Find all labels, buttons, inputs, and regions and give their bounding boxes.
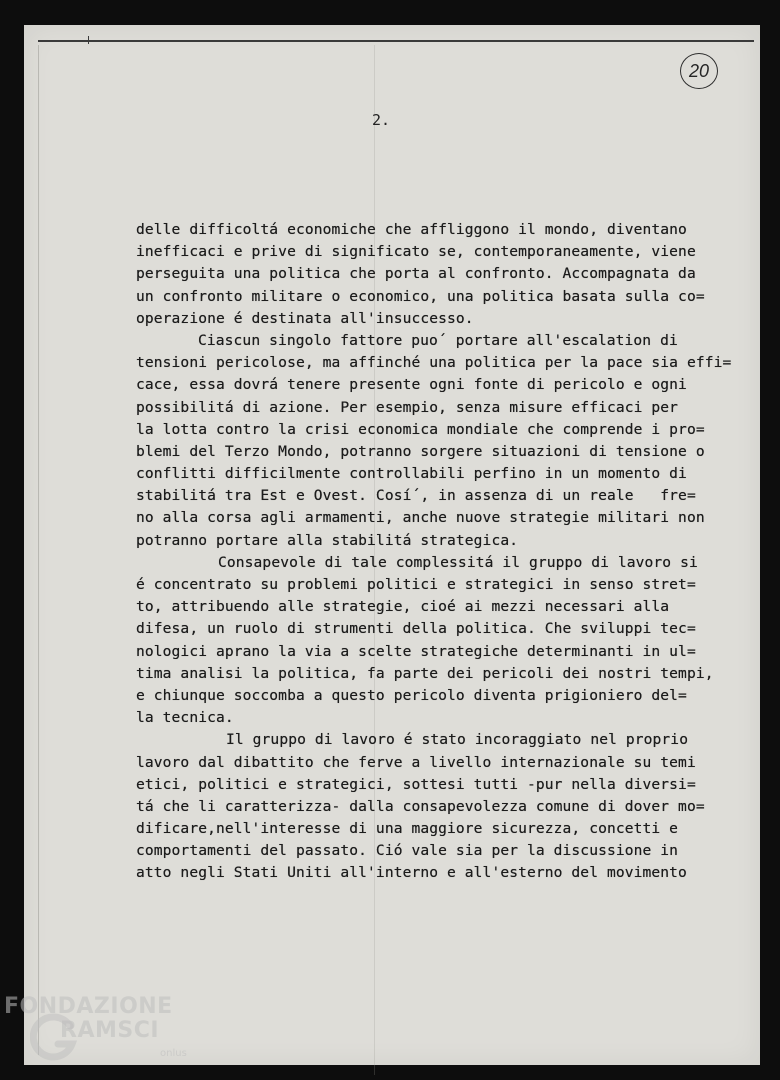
text-line: lavoro dal dibattito che ferve a livello internazionale su temi [136, 753, 696, 771]
text-line: potranno portare alla stabilitá strategica. [136, 531, 519, 549]
watermark-line2: RAMSCI [60, 1018, 160, 1043]
text-line: cace, essa dovrá tenere presente ogni fonte di pericolo e ogni [136, 376, 687, 394]
text-line: e chiunque soccomba a questo pericolo diventa prigioniero del= [136, 686, 687, 704]
text-line: operazione é destinata all'insuccesso. [136, 309, 474, 327]
archive-number-stamp [680, 53, 718, 89]
text-line: la lotta contro la crisi economica mondiale che comprende i pro= [136, 420, 705, 438]
top-rule [38, 40, 754, 42]
text-line: stabilitá tra Est e Ovest. Cosí´, in assenza di un reale fre= [136, 487, 696, 505]
text-line: blemi del Terzo Mondo, potranno sorgere situazioni di tensione o [136, 442, 705, 460]
watermark-line1: FONDAZIONE [4, 994, 173, 1019]
archive-number: 20 [688, 60, 710, 81]
text-line: delle difficoltá economiche che affliggono il mondo, diventano [136, 221, 687, 238]
text-line: Il gruppo di lavoro é stato incoraggiato nel proprio [226, 731, 689, 749]
margin-line [38, 45, 39, 1055]
top-rule-tick [88, 36, 89, 44]
watermark-suffix: onlus [160, 1048, 187, 1059]
text-line: Ciascun singolo fattore puo´ portare all'escalation di [198, 331, 678, 349]
document-page [24, 25, 760, 1065]
page-number: 2. [372, 111, 391, 129]
text-line: la tecnica. [136, 709, 234, 727]
text-line: perseguita una politica che porta al confronto. Accompagnata da [136, 265, 696, 283]
text-line: possibilitá di azione. Per esempio, senza misure efficaci per [136, 398, 679, 416]
text-line: un confronto militare o economico, una politica basata sulla co= [136, 287, 705, 305]
text-line: nologici aprano la via a scelte strategiche determinanti in ul= [136, 642, 696, 660]
text-line: atto negli Stati Uniti all'interno e all'esterno del movimento [136, 864, 687, 882]
text-line: tensioni pericolose, ma affinché una politica per la pace sia effi= [136, 354, 732, 372]
text-line: to, attribuendo alle strategie, cioé ai mezzi necessari alla [136, 598, 670, 616]
text-line: tá che li caratterizza- dalla consapevolezza comune di dover mo= [136, 797, 705, 815]
text-line: Consapevole di tale complessitá il gruppo di lavoro si [218, 553, 698, 571]
text-line: inefficaci e prive di significato se, contemporaneamente, viene [136, 243, 696, 261]
text-line: etici, politici e strategici, sottesi tutti -pur nella diversi= [136, 775, 696, 793]
text-line: comportamenti del passato. Ció vale sia per la discussione in [136, 842, 679, 860]
typewritten-text [136, 219, 736, 885]
text-line: é concentrato su problemi politici e strategici in senso stret= [136, 576, 696, 593]
text-line: tima analisi la politica, fa parte dei pericoli dei nostri tempi, [136, 664, 714, 682]
text-line: conflitti difficilmente controllabili perfino in un momento di [136, 465, 687, 483]
text-line: dificare,nell'interesse di una maggiore sicurezza, concetti e [136, 820, 679, 838]
fondazione-gramsci-watermark [4, 994, 194, 1074]
text-line: no alla corsa agli armamenti, anche nuove strategie militari non [136, 509, 705, 527]
text-line: difesa, un ruolo di strumenti della politica. Che sviluppi tec= [136, 620, 696, 638]
